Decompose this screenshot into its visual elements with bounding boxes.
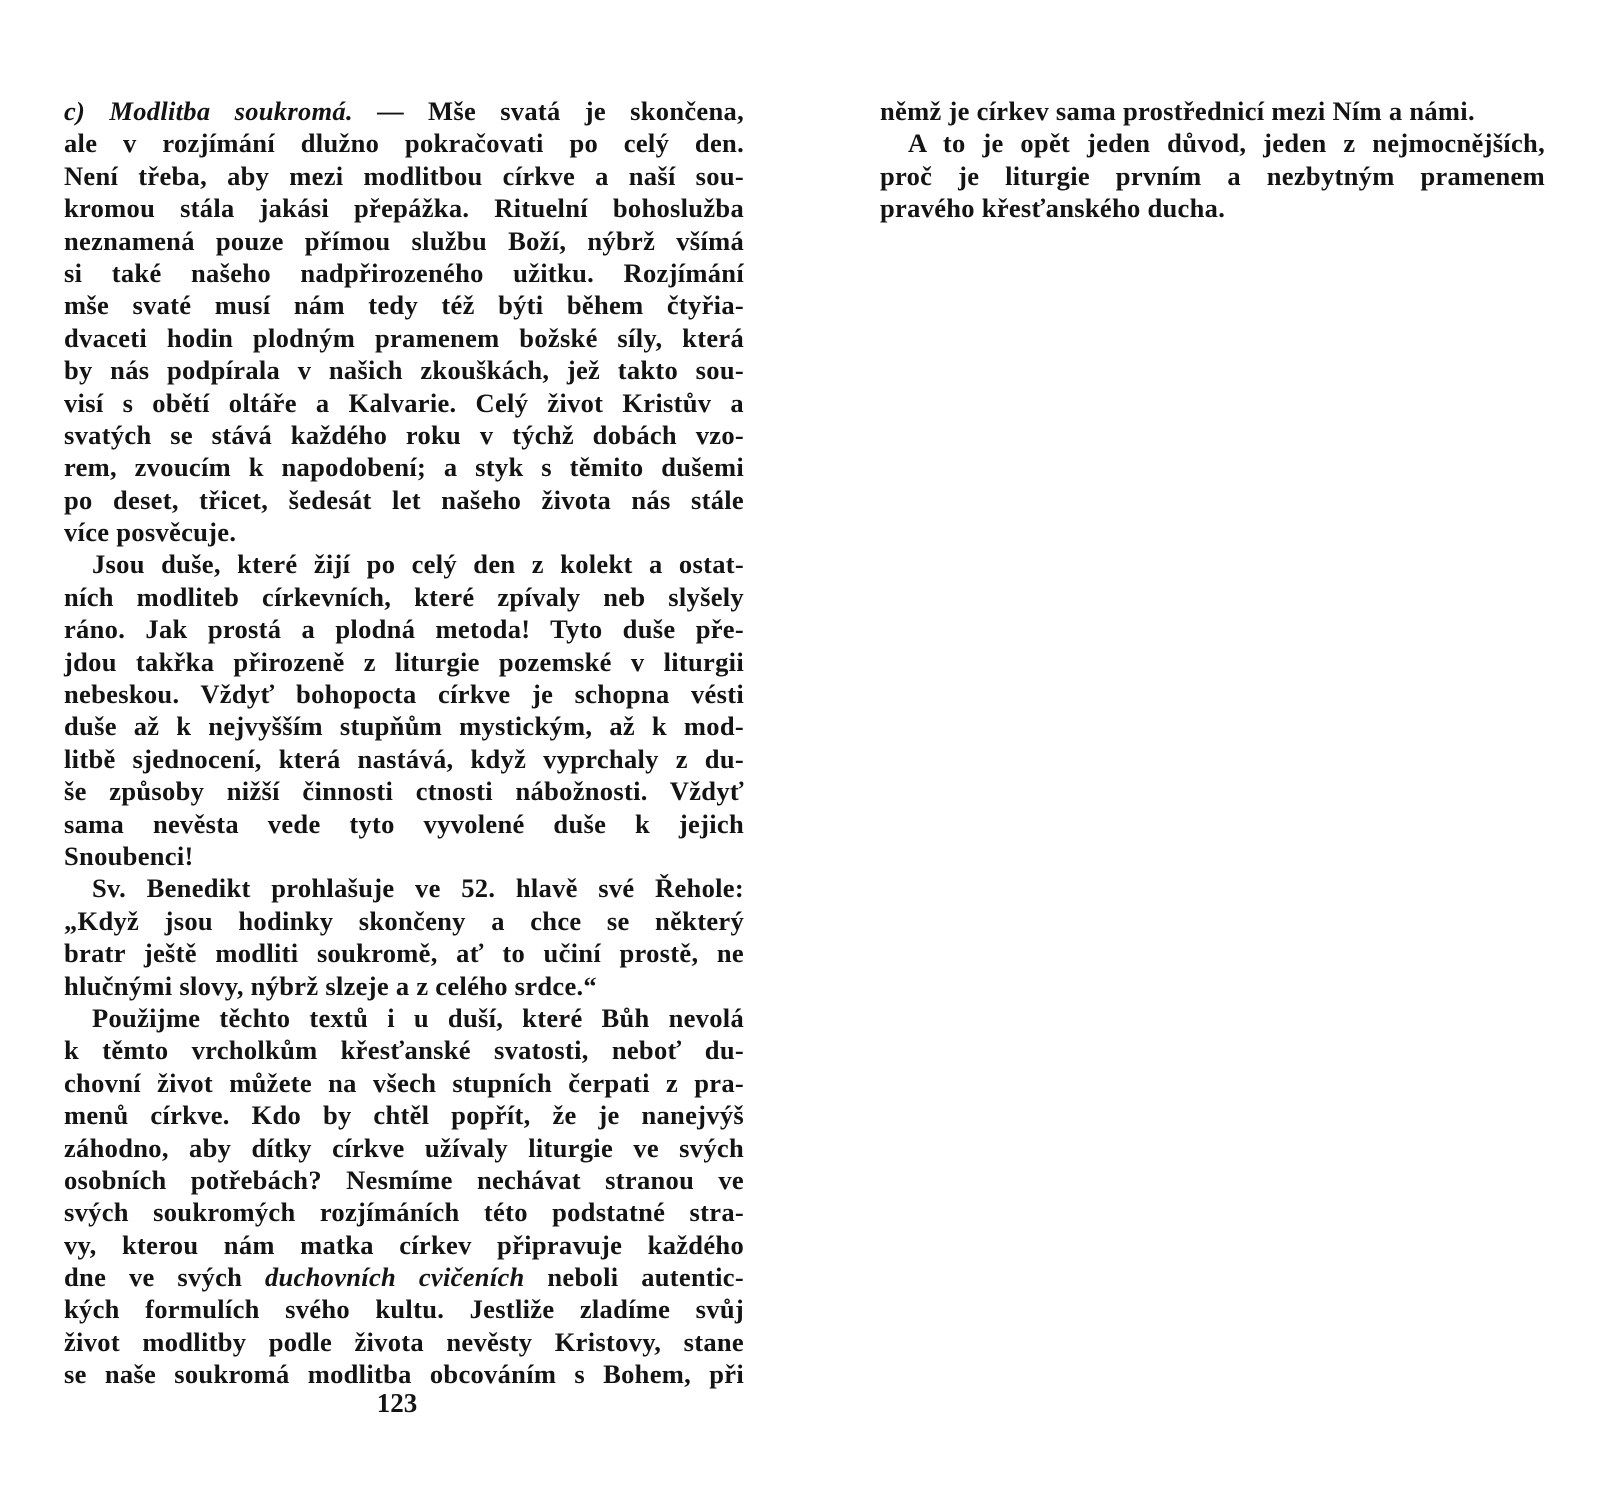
italic-text: duchovních cvičeních (264, 1262, 525, 1293)
text-line: litbě sjednocení, která nastává, když vyprchaly z du- (64, 743, 744, 774)
text-line: mše svaté musí nám tedy též býti během čtyřia- (64, 290, 744, 321)
italic-text: c) Modlitba soukromá. (64, 96, 353, 126)
text-line: ale v rozjímání dlužno pokračovati po celý den. (64, 128, 744, 159)
text-line: svých soukromých rozjímáních této podstatné stra- (64, 1197, 744, 1228)
text-line: Není třeba, aby mezi modlitbou církve a naší sou- (64, 160, 744, 191)
text-line: němž je církev sama prostřednicí mezi Ním a námi. (880, 96, 1475, 126)
text-line: A to je opět jeden důvod, jeden z nejmocnějších, (908, 128, 1545, 159)
text-line: ráno. Jak prostá a plodná metoda! Tyto duše pře- (64, 614, 744, 645)
text-line: osobních potřebách? Nesmíme nechávat stranou ve (64, 1164, 744, 1195)
text-line: ních modliteb církevních, které zpívaly neb slyšely (64, 581, 744, 612)
text-line: Snoubenci! (64, 840, 194, 871)
text-line: dvaceti hodin plodným pramenem božské síly, která (64, 322, 744, 353)
text-line: Jsou duše, které žijí po celý den z kolekt a ostat- (92, 549, 744, 580)
text-line: rem, zvoucím k napodobení; a styk s těmito dušemi (64, 452, 744, 483)
text-line: Sv. Benedikt prohlašuje ve 52. hlavě své Řehole: (92, 873, 744, 904)
text-line: Použijme těchto textů i u duší, které Bůh nevolá (92, 1002, 744, 1033)
text-line (64, 1261, 744, 1293)
text-line: duše až k nejvyšším stupňům mystickým, až k mod- (64, 711, 744, 742)
text-line: po deset, třicet, šedesát let našeho života nás stále (64, 484, 744, 515)
text-line (64, 95, 744, 127)
text-line: kromou stála jakási přepážka. Rituelní bohoslužba (64, 193, 744, 224)
text-line: chovní život můžete na všech stupních čerpati z pra- (64, 1067, 744, 1098)
text-line: si také našeho nadpřirozeného užitku. Rozjímání (64, 257, 744, 288)
text-line: bratr ještě modliti soukromě, ať to učiní prostě, ne (64, 938, 744, 969)
text-run: — Mše svatá je skončena, (352, 96, 744, 126)
text-line: visí s obětí oltáře a Kalvarie. Celý život Kristův a (64, 387, 744, 418)
text-line: sama nevěsta vede tyto vyvolené duše k jejich (64, 808, 744, 839)
text-run: dne ve svých (64, 1262, 265, 1293)
right-page (804, 0, 1608, 1500)
text-line: se naše soukromá modlitba obcováním s Bohem, při (64, 1359, 744, 1390)
page-number: 123 (376, 1388, 418, 1418)
text-line: menů církve. Kdo by chtěl popřít, že je nanejvýš (64, 1100, 744, 1131)
text-line: záhodno, aby dítky církve užívaly liturgie ve svých (64, 1132, 744, 1163)
text-line: by nás podpírala v našich zkouškách, jež takto sou- (64, 355, 744, 386)
text-line: svatých se stává každého roku v týchž dobách vzo- (64, 419, 744, 450)
text-line: še způsoby nižší činnosti ctnosti nábožnosti. Vždyť (64, 776, 744, 807)
text-line: neznamená pouze přímou službu Boží, nýbrž všímá (64, 225, 744, 256)
text-line: jdou takřka přirozeně z liturgie pozemské v liturgii (64, 646, 744, 677)
text-line: proč je liturgie prvním a nezbytným pramenem (880, 160, 1545, 191)
text-run: neboli autentic- (524, 1262, 744, 1293)
text-line: k těmto vrcholkům křesťanské svatosti, neboť du- (64, 1035, 744, 1066)
right-page-text (880, 95, 1545, 225)
text-line: kých formulích svého kultu. Jestliže zladíme svůj (64, 1294, 744, 1325)
text-line: více posvěcuje. (64, 517, 237, 548)
text-line: vy, kterou nám matka církev připravuje každého (64, 1229, 744, 1260)
text-line: „Když jsou hodinky skončeny a chce se některý (64, 905, 744, 936)
left-page-text (64, 95, 744, 1391)
text-line: pravého křesťanského ducha. (880, 193, 1226, 224)
text-line: život modlitby podle života nevěsty Kristovy, stane (64, 1326, 744, 1357)
text-line: hlučnými slovy, nýbrž slzeje a z celého srdce.“ (64, 970, 597, 1001)
text-line: nebeskou. Vždyť bohopocta církve je schopna vésti (64, 679, 744, 710)
